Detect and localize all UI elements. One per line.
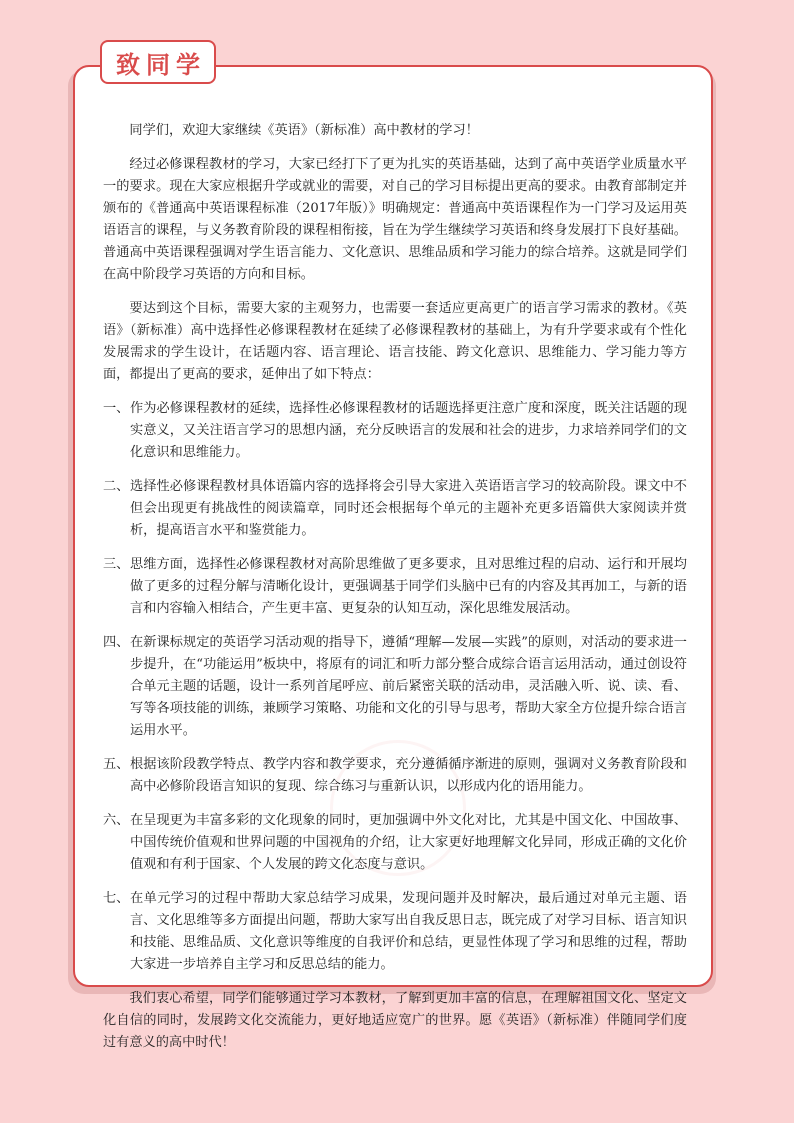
feature-number: 六、 (103, 813, 130, 828)
feature-item (103, 476, 687, 542)
feature-text: 选择性必修课程教材具体语篇内容的选择将会引导大家进入英语语言学习的较高阶段。课文中不但会出现更有挑战性的阅读篇章，同时还会根据每个单元的主题补充更多语篇供大家阅读并赏析，提高语言水平和鉴赏能力。 (130, 479, 687, 538)
letter-content (103, 120, 687, 1066)
feature-number: 五、 (103, 757, 130, 772)
feature-item (103, 632, 687, 742)
body-paragraph: 要达到这个目标，需要大家的主观努力，也需要一套适应更高更广的语言学习需求的教材。《英语》（新标准）高中选择性必修课程教材在延续了必修课程教材的基础上，为有升学要求或有个性化发展需求的学生设计，在话题内容、语言理论、语言技能、跨文化意识、思维能力、学习能力等方面，都提出了更高的要求，延伸出了如下特点： (103, 301, 687, 382)
feature-text: 根据该阶段教学特点、教学内容和教学要求，充分遵循循序渐进的原则，强调对义务教育阶段和高中必修阶段语言知识的复现、综合练习与重新认识，以形成内化的语用能力。 (130, 757, 687, 794)
closing-paragraph: 我们衷心希望，同学们能够通过学习本教材，了解到更加丰富的信息，在理解祖国文化、坚定文化自信的同时，发展跨文化交流能力，更好地适应宽广的世界。愿《英语》（新标准）伴随同学们度过有意义的高中时代！ (103, 991, 687, 1050)
feature-item (103, 398, 687, 464)
feature-item (103, 888, 687, 976)
feature-list (103, 398, 687, 976)
feature-item (103, 810, 687, 876)
feature-text: 思维方面，选择性必修课程教材对高阶思维做了更多要求，且对思维过程的启动、运行和开展均做了更多的过程分解与清晰化设计，更强调基于同学们头脑中已有的内容及其再加工，与新的语言和内容输入相结合，产生更丰富、更复杂的认知互动，深化思维发展活动。 (130, 557, 687, 616)
feature-text: 在呈现更为丰富多彩的文化现象的同时，更加强调中外文化对比，尤其是中国文化、中国故事、中国传统价值观和世界问题的中国视角的介绍，让大家更好地理解文化异同，形成正确的文化价值观和有利于国家、个人发展的跨文化态度与意识。 (130, 813, 687, 872)
title-tab (100, 40, 216, 84)
feature-number: 一、 (103, 401, 130, 416)
page-title: 致同学 (116, 50, 206, 79)
body-paragraph: 经过必修课程教材的学习，大家已经打下了更为扎实的英语基础，达到了高中英语学业质量水平一的要求。现在大家应根据升学或就业的需要，对自己的学习目标提出更高的要求。由教育部制定并颁布的《普通高中英语课程标准（2017年版）》明确规定：普通高中英语课程作为一门学习及运用英语语言的课程，与义务教育阶段的课程相衔接，旨在为学生继续学习英语和终身发展打下良好基础。普通高中英语课程强调对学生语言能力、文化意识、思维品质和学习能力的综合培养。这就是同学们在高中阶段学习英语的方向和目标。 (103, 157, 687, 282)
feature-text: 在新课标规定的英语学习活动观的指导下，遵循“理解—发展—实践”的原则，对活动的要求进一步提升，在“功能运用”板块中，将原有的词汇和听力部分整合成综合语言运用活动，通过创设符合单元主题的话题，设计一系列首尾呼应、前后紧密关联的活动串，灵活融入听、说、读、看、写等各项技能的训练，兼顾学习策略、功能和文化的引导与思考，帮助大家全方位提升综合语言运用水平。 (130, 635, 687, 738)
feature-number: 七、 (103, 891, 130, 906)
feature-number: 四、 (103, 635, 130, 650)
feature-item (103, 754, 687, 798)
feature-item (103, 554, 687, 620)
intro-paragraph: 同学们，欢迎大家继续《英语》（新标准）高中教材的学习！ (129, 123, 479, 138)
feature-number: 二、 (103, 479, 130, 494)
feature-text: 在单元学习的过程中帮助大家总结学习成果，发现问题并及时解决，最后通过对单元主题、语言、文化思维等多方面提出问题，帮助大家写出自我反思日志，既完成了对学习目标、语言知识和技能、思维品质、文化意识等维度的自我评价和总结，更显性体现了学习和思维的过程，帮助大家进一步培养自主学习和反思总结的能力。 (130, 891, 687, 972)
feature-text: 作为必修课程教材的延续，选择性必修课程教材的话题选择更注意广度和深度，既关注话题的现实意义，又关注语言学习的思想内涵，充分反映语言的发展和社会的进步，力求培养同学们的文化意识和思维能力。 (130, 401, 687, 460)
feature-number: 三、 (103, 557, 130, 572)
